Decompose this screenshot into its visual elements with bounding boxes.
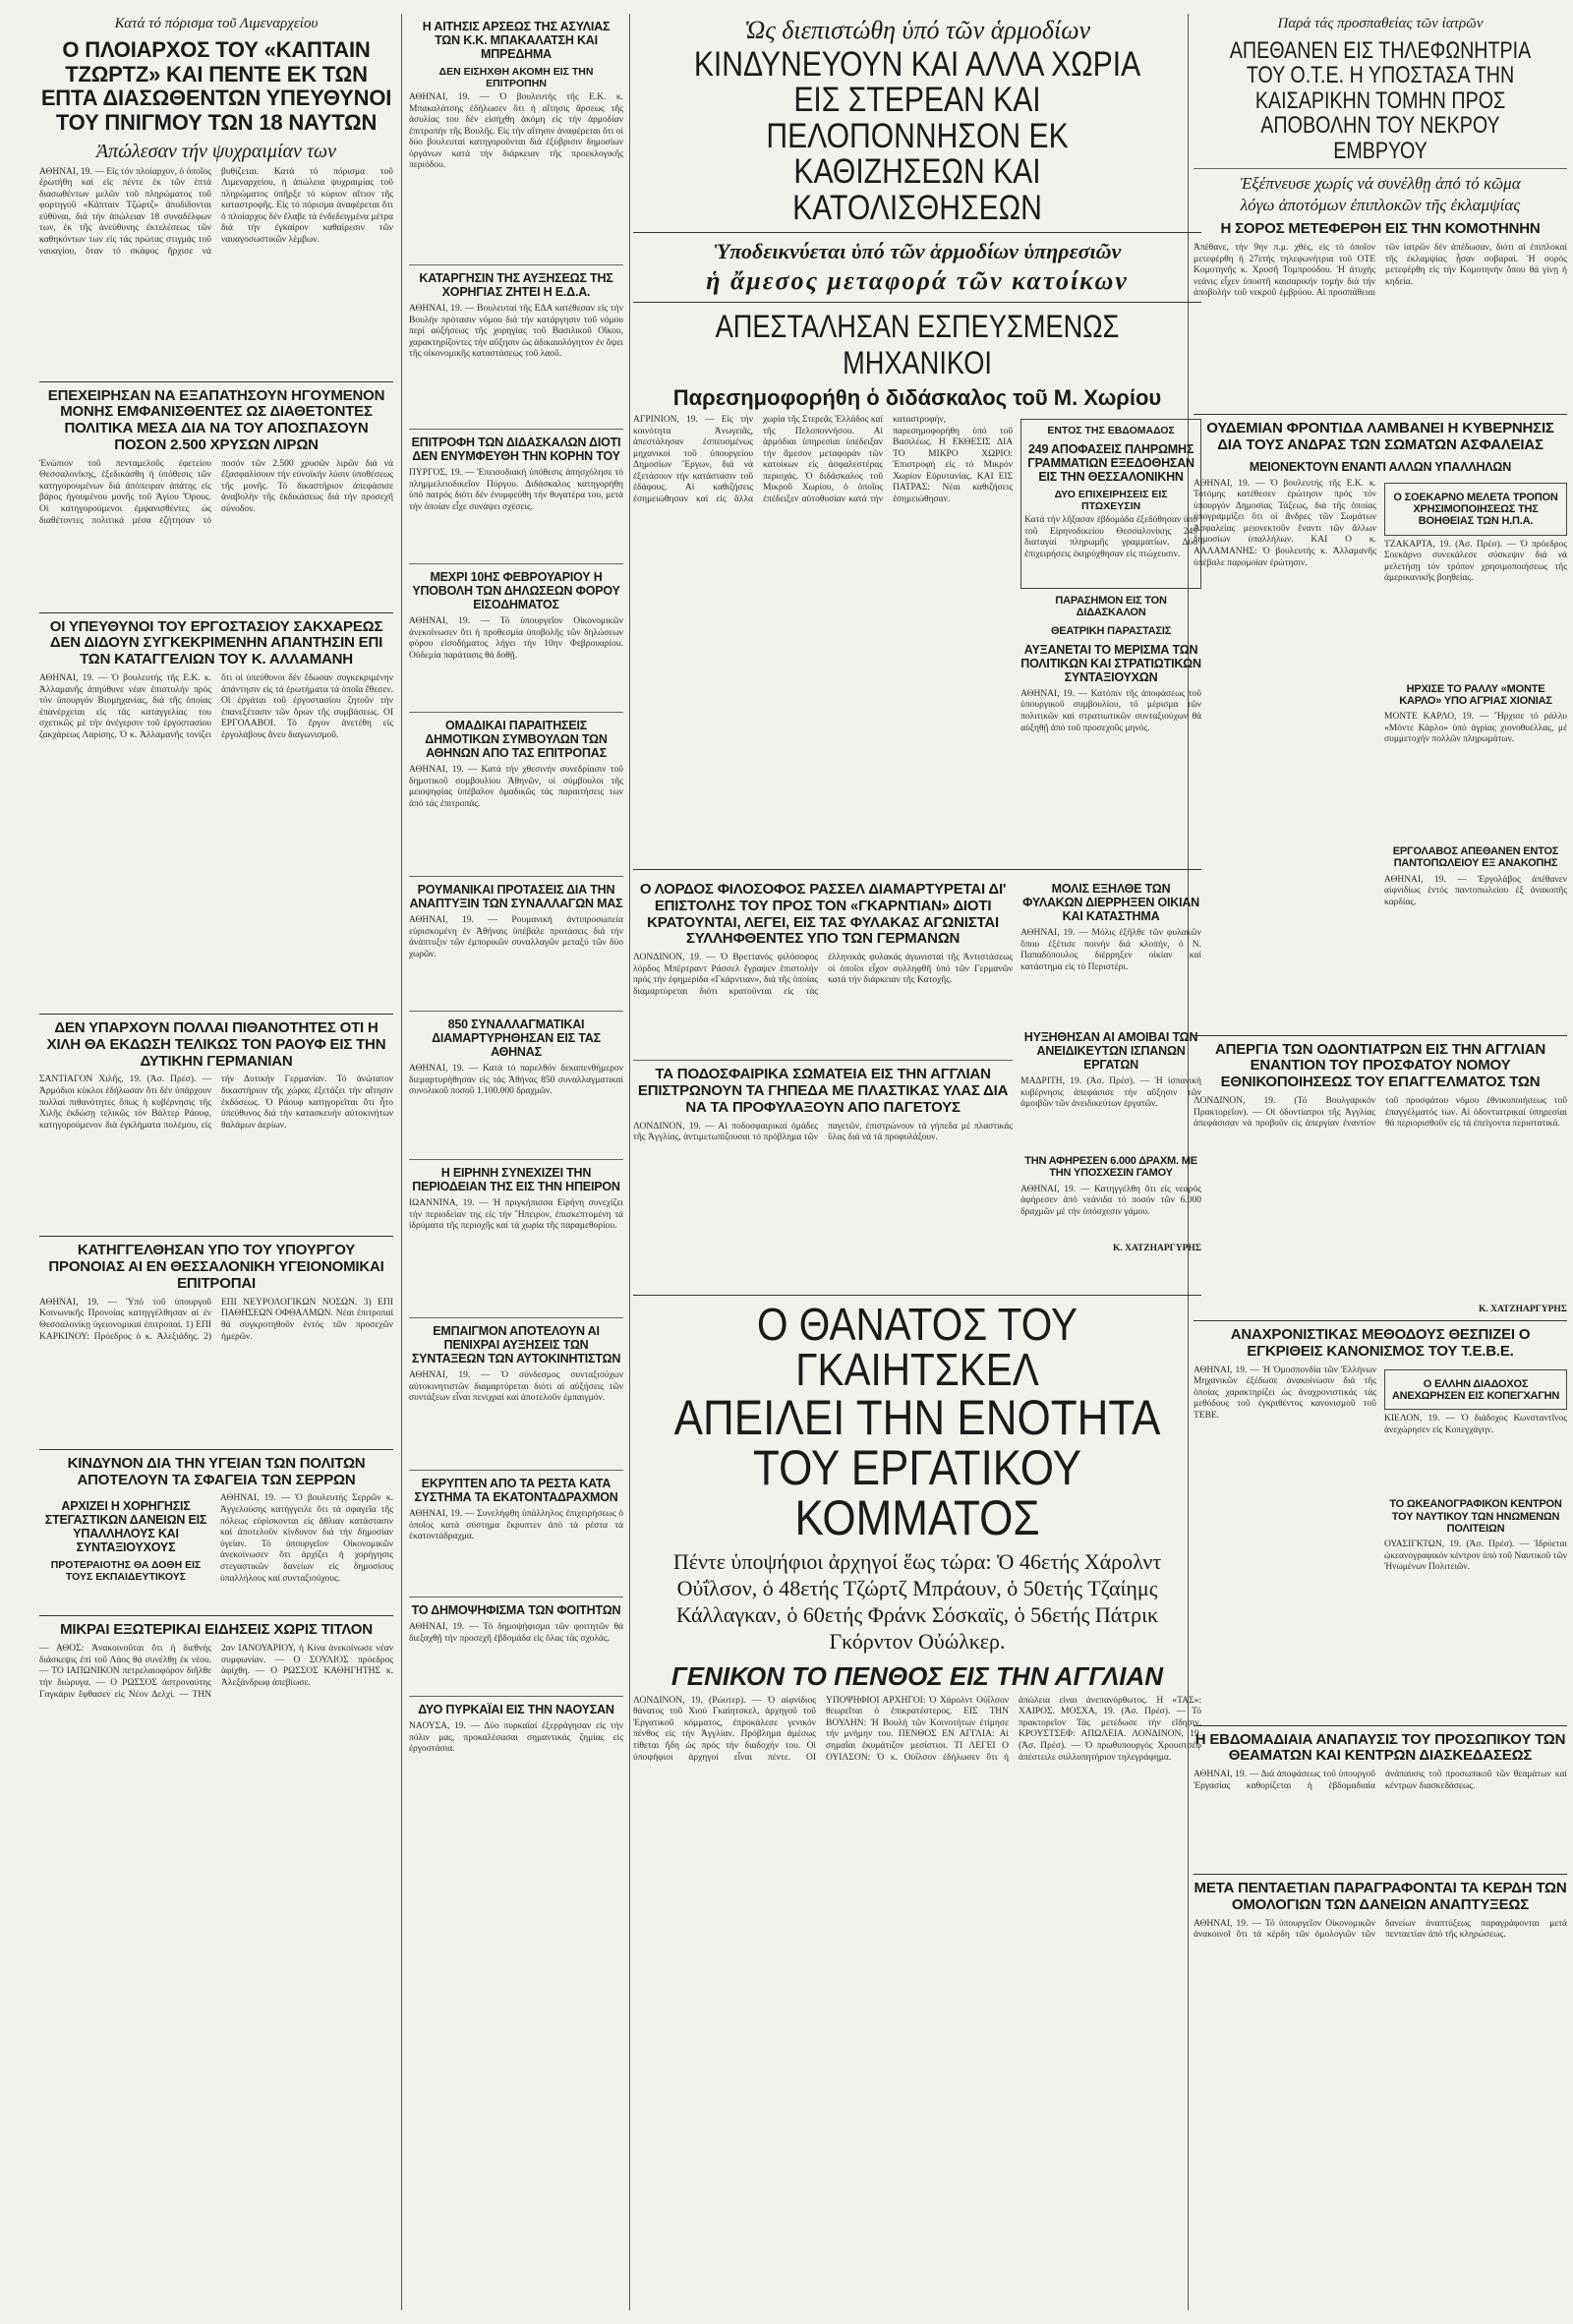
- article-body: ΝΑΟΥΣΑ, 19. — Δύο πυρκαϊαί ἐξερράγησαν εἰς τήν πόλιν μας, προκαλέσασαι σημαντικάς ζημίας εἰς ἐργοστάσια.: [409, 1721, 623, 1755]
- column-2: [409, 14, 623, 2310]
- article-body: ΑΘΗΝΑΙ, 19. — Κατόπιν τῆς ἀποφάσεως τοῦ ὑπουργικοῦ συμβουλίου, τό μέρισμα τῶν πολιτικῶν καί στρατιωτικῶν συνταξιούχων θά αὐξηθῇ ἀπό τοῦ προσεχοῦς μηνός.: [1020, 688, 1201, 733]
- divider: [633, 1060, 1013, 1061]
- article-body: ΙΩΑΝΝΙΝΑ, 19. — Ἡ πριγκήπισσα Εἰρήνη συνεχίζει τήν περιοδείαν της εἰς τήν Ἤπειρον, ἐπισκεπτομένη τά ἱδρύματα τῆς περιοχῆς καί τά χωρία τῆς παραμεθορίου.: [409, 1198, 623, 1232]
- divider: [409, 1696, 623, 1697]
- divider: [633, 869, 1201, 870]
- article-body: ΟΥΑΣΙΓΚΤΩΝ, 19. (Ἀσ. Πρέσ). — Ἱδρύεται ὠκεανογραφικόν κέντρον ὑπό τοῦ Ναυτικοῦ τῶν Ἡνωμένων Πολιτειῶν.: [1384, 1540, 1567, 1573]
- headline-russell-letter: Ο ΛΟΡΔΟΣ ΦΙΛΟΣΟΦΟΣ ΡΑΣΣΕΛ ΔΙΑΜΑΡΤΥΡΕΤΑΙ ΔΙ' ΕΠΙΣΤΟΛΗΣ ΤΟΥ ΠΡΟΣ ΤΟΝ «ΓΚΑΡΝΤΙΑΝ» ΔΙΟΤΙ ΚΡΑΤΟΥΝΤΑΙ, ΛΕΓΕΙ, ΕΙΣ ΤΑΣ ΦΥΛΑΚΑΣ ΑΓΩΝΙΣΤΑΙ ΣΥΛΛΗΦΘΕΝΤΕΣ ΥΠΟ ΤΩΝ ΓΕΡΜΑΝΩΝ: [639, 880, 1007, 948]
- headline-dentist-strike: ΑΠΕΡΓΙΑ ΤΩΝ ΟΔΟΝΤΙΑΤΡΩΝ ΕΙΣ ΤΗΝ ΑΓΓΛΙΑΝ ΕΝΑΝΤΙΟΝ ΤΟΥ ΠΡΟΣΦΑΤΟΥ ΝΟΜΟΥ ΕΘΝΙΚΟΠΟΙΗΣΕΩΣ ΤΟΥ ΕΠΑΓΓΕΛΜΑΤΟΣ ΤΩΝ: [1214, 1040, 1546, 1091]
- divider: [409, 876, 623, 877]
- divider: [1194, 1874, 1567, 1875]
- column-4: [1194, 14, 1567, 2310]
- byline: Κ. ΧΑΤΖΗΑΡΓΥΡΗΣ: [1479, 1304, 1567, 1314]
- article-body: ΑΘΗΝΑΙ, 19. — Ὑπό τοῦ ὑπουργοῦ Κοινωνικῆς Προνοίας κατηγγέλθησαν αἱ ἐν Θεσσαλονίκῃ ὑγειονομικαί ἐπιτροπαί. 1) ΕΠΙ ΚΑΡΚΙΝΟΥ: Πρόεδρος ὁ κ. Ἀλεξιάδης. 2) ΕΠΙ ΝΕΥΡΟΛΟΓΙΚΩΝ ΝΟΣΩΝ. 3) ΕΠΙ ΠΑΘΗΣΕΩΝ ΟΦΘΑΛΜΩΝ. Νέαι ἐπιτροπαί θά συγκροτηθοῦν ἐντός τῶν προσεχῶν ἡμερῶν.: [39, 1297, 393, 1342]
- headline-telephonist: ΑΠΕΘΑΝΕΝ ΕΙΣ ΤΗΛΕΦΩΝΗΤΡΙΑ ΤΟΥ Ο.Τ.Ε. Η ΥΠΟΣΤΑΣΑ ΤΗΝ ΚΑΙΣΑΡΙΚΗΝ ΤΟΜΗΝ ΠΡΟΣ ΑΠΟΒΟΛΗΝ ΤΟΥ ΝΕΚΡΟΥ ΕΜΒΡΥΟΥ: [1229, 37, 1532, 164]
- divider: [1194, 1320, 1567, 1321]
- headline-crown-prince: Ο ΕΛΛΗΝ ΔΙΑΔΟΧΟΣ ΑΝΕΧΩΡΗΣΕΝ ΕΙΣ ΚΟΠΕΓΧΑΓΗΝ: [1391, 1377, 1560, 1402]
- headline-rauff-extradition: ΔΕΝ ΥΠΑΡΧΟΥΝ ΠΟΛΛΑΙ ΠΙΘΑΝΟΤΗΤΕΣ ΟΤΙ Η ΧΙΛΗ ΘΑ ΕΚΔΩΣΗ ΤΕΛΙΚΩΣ ΤΟΝ ΡΑΟΥΦ ΕΙΣ ΤΗΝ ΔΥΤΙΚΗΝ ΓΕΡΜΑΝΙΑΝ: [46, 1019, 386, 1070]
- article-body: Ἀπέθανε, τήν 9ην π.μ. χθές, εἰς τό ὁποῖον μετεφέρθη ἡ 27ετής τηλεφωνήτρια τοῦ ΟΤΕ Κομοτηνῆς κ. Χρυσῆ Τομπρούδου. Ἡ ἀτυχής νεάνις εἶχεν ὑποστῆ καισαρικήν τομήν διά τήν ἀποβολήν τοῦ νεκροῦ ἐμβρύου. Αἱ προσπάθειαι τῶν ἰατρῶν δέν ἀπέδωσαν, διότι αἱ ἐπιπλοκαί τῆς ἐκλαμψίας ἦσαν σοβαραί. Ἡ σορός μετεφέρθη εἰς τήν Κομοτηνήν ὅπου θά γίνῃ ἡ κηδεία.: [1194, 242, 1567, 299]
- headline-subhead: ΠΡΟΤΕΡΑΙΟΤΗΣ ΘΑ ΔΟΘΗ ΕΙΣ ΤΟΥΣ ΕΚΠΑΙΔΕΥΤΙΚΟΥΣ: [50, 1559, 202, 1584]
- headline-burglary: ΜΟΛΙΣ ΕΞΗΛΘΕ ΤΩΝ ΦΥΛΑΚΩΝ ΔΙΕΡΡΗΞΕΝ ΟΙΚΙΑΝ ΚΑΙ ΚΑΤΑΣΤΗΜΑ: [1022, 881, 1200, 923]
- article-body: ΑΘΗΝΑΙ, 19. — Βουλευταί τῆς ΕΔΑ κατέθεσαν εἰς τήν Βουλήν πρότασιν νόμου διά τήν κατάργησιν τοῦ νόμου περί αὐξήσεως τῆς χορηγίας τοῦ Βασιλικοῦ Οἴκου, χαρακτηρίζοντες τήν αὔξησιν ὡς ἀδικαιολόγητον ἐν ὄψει τῆς οἰκονομικῆς καταστάσεως τοῦ λαοῦ.: [409, 304, 623, 360]
- article-body: ΑΘΗΝΑΙ, 19. — Μόλις ἐξῆλθε τῶν φυλακῶν ὅπου ἐξέτισε ποινήν διά κλοπήν, ὁ Ν. Παπαδόπουλος διέρρηξεν οἰκίαν καί κατάστημα εἰς τό Περιστέρι.: [1020, 927, 1201, 972]
- headline-monte-carlo: ΗΡΧΙΣΕ ΤΟ ΡΑΛΛΥ «ΜΟΝΤΕ ΚΑΡΛΟ» ΥΠΟ ΑΓΡΙΑΣ ΧΙΟΝΙΑΣ: [1399, 682, 1552, 707]
- article-body: ΑΘΗΝΑΙ, 19. — Ὁ βουλευτής τῆς Ε.Κ. κ. Τοτόμης κατέθεσεν ἐρώτησιν πρός τόν ὑπουργόν Δημοσίας Τάξεως, διά τῆς ὁποίας ὑπογραμμίζει ὅτι οἱ ἄνδρες τῶν Σωμάτων Ἀσφαλείας μειονεκτοῦν ἔναντι τῶν ἄλλων δημοσίων ὑπαλλήλων. ΚΑΙ Ο κ. ΑΛΛΑΜΑΝΗΣ: Ὁ βουλευτής κ. Ἀλλαμανῆς ὑπέβαλε παρομοίαν ἐρώτησιν.: [1194, 478, 1376, 568]
- banner-headline: ΚΙΝΔΥΝΕΥΟΥΝ ΚΑΙ ΑΛΛΑ ΧΩΡΙΑ ΕΙΣ ΣΤΕΡΕΑΝ ΚΑΙ ΠΕΛΟΠΟΝΝΗΣΟΝ ΕΚ ΚΑΘΙΖΗΣΕΩΝ ΚΑΙ ΚΑΤΟΛΙΣΘΗΣΕΩΝ: [693, 45, 1141, 227]
- divider: [409, 1597, 623, 1598]
- headline-pension-raise: ΑΥΞΑΝΕΤΑΙ ΤΟ ΜΕΡΙΣΜΑ ΤΩΝ ΠΟΛΙΤΙΚΩΝ ΚΑΙ ΣΤΡΑΤΙΩΤΙΚΩΝ ΣΥΝΤΑΞΙΟΥΧΩΝ: [1020, 642, 1201, 684]
- headline-protested-bills: 850 ΣΥΝΑΛΛΑΓΜΑΤΙΚΑΙ ΔΙΑΜΑΡΤΥΡΗΘΗΣΑΝ ΕΙΣ ΤΑΣ ΑΘΗΝΑΣ: [432, 1017, 601, 1059]
- headline-deck: Ἀπώλεσαν τήν ψυχραιμίαν των: [95, 140, 337, 162]
- subhead-teacher-decorated: Παρεσημοφορήθη ὁ διδάσκαλος τοῦ Μ. Χωρίου: [672, 384, 1162, 410]
- article-body: ΚΙΕΛΟΝ, 19. — Ὁ διάδοχος Κωνσταντῖνος ἀνεχώρησεν εἰς Κοπεγχάγην.: [1384, 1414, 1567, 1435]
- boxed-article: [1384, 483, 1567, 536]
- headline-subhead: ΔΕΝ ΕΙΣΗΧΘΗ ΑΚΟΜΗ ΕΙΣ ΤΗΝ ΕΠΙΤΡΟΠΗΝ: [438, 66, 594, 89]
- article-body: ΜΑΔΡΙΤΗ, 19. (Ἀσ. Πρέσ). — Ἡ ἰσπανική κυβέρνησις ἀπεφάσισε τήν αὔξησιν τῶν ἀμοιβῶν τῶν ἀνειδικεύτων ἐργατῶν.: [1020, 1075, 1201, 1110]
- article-body: ΑΘΗΝΑΙ, 19. — Ἐργολάβος ἀπέθανεν αἰφνιδίως ἐντός παντοπωλείου ἐξ ἀνακοπῆς καρδίας.: [1384, 874, 1567, 907]
- headline-oceanographic: ΤΟ ΩΚΕΑΝΟΓΡΑΦΙΚΟΝ ΚΕΝΤΡΟΝ ΤΟΥ ΝΑΥΤΙΚΟΥ ΤΩΝ ΗΝΩΜΕΝΩΝ ΠΟΛΙΤΕΙΩΝ: [1389, 1498, 1562, 1535]
- divider: [633, 232, 1201, 233]
- article-body: ΑΘΗΝΑΙ, 19. — Συνελήφθη ὑπάλληλος ἐπιχειρήσεως ὁ ὁποῖος κατά σύστημα ἔκρυπτεν ἀπό τά ρέστα τά ἑκατοντάδραχμα.: [409, 1509, 623, 1542]
- lead-headline-line-3: ΤΟΥ ΕΡΓΑΤΙΚΟΥ ΚΟΜΜΑΤΟΣ: [753, 1440, 1081, 1546]
- boxed-article: [1384, 1369, 1567, 1411]
- byline: Κ. ΧΑΤΖΗΑΡΓΥΡΗΣ: [1113, 1243, 1201, 1253]
- article-body: ΜΟΝΤΕ ΚΑΡΛΟ, 19. — Ἤρχισε τό ράλλυ «Μόντε Κάρλο» ὑπό ἀγρίας χιονοθυέλλας, μέ συμμετοχήν πολλῶν πληρωμάτων.: [1384, 712, 1567, 745]
- headline-immunity: Η ΑΙΤΗΣΙΣ ΑΡΣΕΩΣ ΤΗΣ ΑΣΥΛΙΑΣ ΤΩΝ Κ.Κ. ΜΠΑΚΑΛΑΤΣΗ ΚΑΙ ΜΠΡΕΔΗΜΑ: [422, 20, 611, 61]
- headline-subhead: ΜΕΙΟΝΕΚΤΟΥΝ ΕΝΑΝΤΙ ΑΛΛΩΝ ΥΠΑΛΛΗΛΩΝ: [1249, 459, 1512, 474]
- headline-monastery-fraud: ΕΠΕΧΕΙΡΗΣΑΝ ΝΑ ΕΞΑΠΑΤΗΣΟΥΝ ΗΓΟΥΜΕΝΟΝ ΜΟΝΗΣ ΕΜΦΑΝΙΣΘΕΝΤΕΣ ΩΣ ΔΙΑΘΕΤΟΝΤΕΣ ΠΟΛΙΤΙΚΑ ΜΕΣΑ ΔΙΑ ΝΑ ΤΟΥ ΑΠΟΣΠΑΣΟΥΝ ΠΟΣΟΝ 2.500 ΧΡΥΣΩΝ ΛΙΡΩΝ: [47, 386, 385, 453]
- headline-romanian-proposals: ΡΟΥΜΑΝΙΚΑΙ ΠΡΟΤΑΣΕΙΣ ΔΙΑ ΤΗΝ ΑΝΑΠΤΥΞΙΝ ΤΩΝ ΣΥΝΑΛΛΑΓΩΝ ΜΑΣ: [409, 883, 623, 910]
- article-body: ΛΟΝΔΙΝΟΝ, 19. — Ὁ Βρεττανός φιλόσοφος λόρδος Μπέρτραντ Ράσσελ ἔγραψεν ἐπιστολήν πρός τήν ἐφημερίδα «Γκάρντιαν», διά τῆς ὁποίας διαμαρτύρεται διότι κρατοῦνται εἰς τάς ἑλληνικάς φυλακάς ἀγωνισταί τῆς Ἀντιστάσεως οἱ ὁποῖοι εἶχον συλληφθῆ ὑπό τῶν Γερμανῶν κατά τήν διάρκειαν τῆς Κατοχῆς.: [633, 953, 1014, 997]
- lead-headline-line-1: Ο ΘΑΝΑΤΟΣ ΤΟΥ ΓΚΑΙΗΤΣΚΕΛ: [757, 1298, 1078, 1396]
- article-body: Κατά τήν λῆξασαν ἑβδομάδα ἐξεδόθησαν ὑπό τοῦ Εἰρηνοδικείου Θεσσαλονίκης 249 διαταγαί πληρωμῆς γραμματίων. Δύο ἐπιχειρήσεις ἐκηρύχθησαν εἰς πτώχευσιν.: [1024, 514, 1197, 559]
- boxed-article: [1020, 419, 1201, 589]
- column-rule: [629, 14, 630, 2310]
- headline-captain-george: Ο ΠΛΟΙΑΡΧΟΣ ΤΟΥ «ΚΑΠΤΑΙΝ ΤΖΩΡΤΖ» ΚΑΙ ΠΕΝΤΕ ΕΚ ΤΩΝ ΕΠΤΑ ΔΙΑΣΩΘΕΝΤΩΝ ΥΠΕΥΘΥΝΟΙ ΤΟΥ ΠΝΙΓΜΟΥ ΤΩΝ 18 ΝΑΥΤΩΝ: [40, 37, 392, 135]
- headline-council-resignations: ΟΜΑΔΙΚΑΙ ΠΑΡΑΙΤΗΣΕΙΣ ΔΗΜΟΤΙΚΩΝ ΣΥΜΒΟΥΛΩΝ ΤΩΝ ΑΘΗΝΩΝ ΑΠΟ ΤΑΣ ΕΠΙΤΡΟΠΑΣ: [425, 719, 608, 760]
- article-body: — ΑΘΟΣ: Ἀνακοινοῦται ὅτι ἡ διεθνής διάσκεψις ἐπί τοῦ Λάος θά συνέλθῃ ἐκ νέου. — ΤΟ ΙΑΠΩΝΙΚΟΝ πετρελαιοφόρον διῆλθε τήν διώρυγα. — Ο ΡΩΣΣΟΣ ἀστροναύτης Γαγκάριν ἔφθασεν εἰς Νέον Δελχί. — ΤΗΝ 2αν ΙΑΝΟΥΑΡΙΟΥ, ἡ Κίνα ἀνεκοίνωσε νέαν συμφωνίαν. — Ο ΣΟΥΛΙΟΣ πρόεδρος ἀφίχθη. — Ο ΡΩΣΣΟΣ ΚΑΘΗΓΗΤΗΣ κ. Ἀλεξάνδρωφ ἀπεβίωσε.: [39, 1644, 393, 1700]
- divider: [39, 1615, 393, 1616]
- divider: [39, 381, 393, 382]
- headline-income-tax: ΜΕΧΡΙ 10ΗΣ ΦΕΒΡΟΥΑΡΙΟΥ Η ΥΠΟΒΟΛΗ ΤΩΝ ΔΗΛΩΣΕΩΝ ΦΟΡΟΥ ΕΙΣΟΔΗΜΑΤΟΣ: [412, 570, 620, 611]
- article-body: ΑΘΗΝΑΙ, 19. — Κατηγγέλθη ὅτι εἶς νεαρός ἀφήρεσεν ἀπό νεάνιδα τό ποσόν τῶν 6.000 δραχμῶν μέ τήν ὑπόσχεσιν γάμου.: [1020, 1184, 1201, 1217]
- headline-deck: λόγω ἀποτόμων ἐπιπλοκῶν τῆς ἐκλαμψίας: [1240, 196, 1521, 215]
- divider: [409, 563, 623, 564]
- column-3: [633, 14, 1201, 2310]
- divider: [633, 1295, 1201, 1296]
- headline-naoussa-fires: ΔΥΟ ΠΥΡΚΑΪΑΙ ΕΙΣ ΤΗΝ ΝΑΟΥΣΑΝ: [418, 1703, 614, 1716]
- article-body: ΑΘΗΝΑΙ, 19. — Ὁ βουλευτής Σερρῶν κ. Ἀγγελούσης κατήγγειλε ὅτι τά σφαγεῖα τῆς πόλεως εὑρίσκονται εἰς ἄθλιαν κατάστασιν καί ἀποτελοῦν κίνδυνον διά τήν δημοσίαν ὑγείαν. Τό ὑπουργεῖον Οἰκονομικῶν ἀνεκοίνωσεν ὅτι ἀρχίζει ἡ χορήγησις στεγαστικῶν δανείων εἰς δημοσίους ὑπαλλήλους καί συνταξιούχους.: [220, 1493, 393, 1584]
- banner-subhead: ἡ ἄμεσος μεταφορά τῶν κατοίκων: [706, 265, 1129, 295]
- divider: [1194, 168, 1567, 169]
- lead-deck: Πέντε ὑποψήφιοι ἀρχηγοί ἕως τώρα: Ὁ 46ετής Χάρολντ Οὐΐλσον, ὁ 48ετής Τζώρτζ Μπράουν, ὁ 50ετής Τζαίημς Κάλλαγκαν, ὁ 60ετής Φράνκ Σόσκαϊς, ὁ 56ετής Πάτρικ Γκόρντον Οὐώλκερ.: [672, 1549, 1162, 1654]
- headline-contractor-died: ΕΡΓΟΛΑΒΟΣ ΑΠΕΘΑΝΕΝ ΕΝΤΟΣ ΠΑΝΤΟΠΩΛΕΙΟΥ ΕΞ ΑΝΑΚΟΠΗΣ: [1392, 845, 1559, 870]
- divider: [409, 1317, 623, 1318]
- headline-sugar-factory: ΟΙ ΥΠΕΥΘΥΝΟΙ ΤΟΥ ΕΡΓΟΣΤΑΣΙΟΥ ΣΑΚΧΑΡΕΩΣ ΔΕΝ ΔΙΔΟΥΝ ΣΥΓΚΕΚΡΙΜΕΝΗΝ ΑΠΑΝΤΗΣΙΝ ΕΠΙ ΤΩΝ ΚΑΤΑΓΓΕΛΙΩΝ ΤΟΥ Κ. ΑΛΛΑΜΑΝΗ: [49, 617, 383, 668]
- headline-weekly-rest: Η ΕΒΔΟΜΑΔΙΑΙΑ ΑΝΑΠΑΥΣΙΣ ΤΟΥ ΠΡΟΣΩΠΙΚΟΥ ΤΩΝ ΘΕΑΜΑΤΩΝ ΚΑΙ ΚΕΝΤΡΩΝ ΔΙΑΣΚΕΔΑΣΕΩΣ: [1194, 1730, 1566, 1765]
- divider: [1194, 1035, 1567, 1036]
- divider: [409, 1011, 623, 1012]
- banner-subhead: Ὑποδεικνύεται ὑπό τῶν ἁρμοδίων ὑπηρεσιῶν: [713, 238, 1122, 263]
- column-1: [39, 14, 393, 2310]
- article-body: ΑΘΗΝΑΙ, 19. — Κατά τό παρελθόν δεκαπενθήμερον διεμαρτυρήθησαν εἰς τάς Ἀθήνας 850 συναλλαγματικαί συνολικοῦ ποσοῦ 1.100.000 δραχμῶν.: [409, 1064, 623, 1097]
- article-body: ΣΑΝΤΙΑΓΟΝ Χιλῆς, 19. (Ἀσ. Πρέσ). — Ἀρμόδιοι κύκλοι ἐδήλωσαν ὅτι δέν ὑπάρχουν πολλαί πιθανότητες ὅπως ἡ κυβέρνησις τῆς Χιλῆς ἐκδώσῃ τελικῶς τόν Βάλτερ Ράουφ, κατηγορούμενον διά ἐγκλήματα πολέμου, εἰς τήν Δυτικήν Γερμανίαν. Τό ἀνώτατον δικαστήριον τῆς χώρας ἐξετάζει τήν αἴτησιν ἐκδόσεως. Ὁ Ράουφ κατηγορεῖται ὅτι ἦτο ὑπεύθυνος διά τήν κατασκευήν αὐτοκινήτων θαλάμων ἀερίων.: [39, 1075, 393, 1131]
- headline-payment-orders: 249 ΑΠΟΦΑΣΕΙΣ ΠΛΗΡΩΜΗΣ ΓΡΑΜΜΑΤΙΩΝ ΕΞΕΔΟΘΗΣΑΝ ΕΙΣ ΤΗΝ ΘΕΣΣΑΛΟΝΙΚΗΝ: [1027, 441, 1194, 484]
- headline-student-referendum: ΤΟ ΔΗΜΟΨΗΦΙΣΜΑ ΤΩΝ ΦΟΙΤΗΤΩΝ: [411, 1603, 621, 1617]
- divider: [409, 429, 623, 430]
- headline-bond-prizes: ΜΕΤΑ ΠΕΝΤΑΕΤΙΑΝ ΠΑΡΑΓΡΑΦΟΝΤΑΙ ΤΑ ΚΕΡΔΗ ΤΩΝ ΟΜΟΛΟΓΙΩΝ ΤΩΝ ΔΑΝΕΙΩΝ ΑΝΑΠΤΥΞΕΩΣ: [1194, 1880, 1567, 1913]
- article-body: ΑΘΗΝΑΙ, 19. — Ἡ Ὁμοσπονδία τῶν Ἑλλήνων Μηχανικῶν ἐξέδωσε ἀνακοίνωσιν διά τῆς ὁποίας χαρακτηρίζει ὡς ἀναχρονιστικάς τάς μεθόδους τοῦ ἐγκριθέντος κανονισμοῦ τοῦ ΤΕΒΕ.: [1194, 1365, 1376, 1421]
- article-body: Ἐνώπιον τοῦ πενταμελοῦς ἐφετείου Θεσσαλονίκης, ἐξεδικάσθη ἡ ὑπόθεσις τῶν κατηγορουμένων διά ἀπόπειραν ἀπάτης εἰς βάρος ἡγουμένου μονῆς τοῦ Ἁγίου Ὄρους. Οἱ κατηγορούμενοι ἐμφανισθέντες ὡς διαθέτοντες πολιτικά μέσα ἐζήτησαν τό ποσόν τῶν 2.500 χρυσῶν λιρῶν διά νά ἐξασφαλίσουν τήν εὐνοϊκήν λύσιν ὑποθέσεως τῆς μονῆς. Τό δικαστήριον ἀπεφάσισε ἀναβολήν τῆς ἐκδικάσεως διά τήν προσεχῆ σύνοδον.: [39, 458, 393, 526]
- headline-marriage-promise: ΤΗΝ ΑΦΗΡΕΣΕΝ 6.000 ΔΡΑΧΜ. ΜΕ ΤΗΝ ΥΠΟΣΧΕΣΙΝ ΓΑΜΟΥ: [1024, 1154, 1197, 1180]
- article-body: ΑΘΗΝΑΙ, 19. — Κατά τήν χθεσινήν συνεδρίασιν τοῦ δημοτικοῦ συμβουλίου Ἀθηνῶν, οἱ σύμβουλοι τῆς μειοψηφίας ὑπέβαλον ὁμαδικῶς τάς παραιτήσεις των ἀπό τάς ἐπιτροπάς.: [409, 765, 623, 809]
- headline-teachers: ΕΠΙΤΡΟΦΗ ΤΩΝ ΔΙΔΑΣΚΑΛΩΝ ΔΙΟΤΙ ΔΕΝ ΕΝΥΜΦΕΥΘΗ ΤΗΝ ΚΟΡΗΝ ΤΟΥ: [411, 436, 621, 463]
- headline-spanish-wages: ΗΥΞΗΘΗΣΑΝ ΑΙ ΑΜΟΙΒΑΙ ΤΩΝ ΑΝΕΙΔΙΚΕΥΤΩΝ ΙΣΠΑΝΩΝ ΕΡΓΑΤΩΝ: [1023, 1029, 1198, 1072]
- headline-medal: ΠΑΡΑΣΗΜΟΝ ΕΙΣ ΤΟΝ ΔΙΔΑΣΚΑΛΟΝ: [1055, 594, 1167, 619]
- divider: [39, 1449, 393, 1450]
- lead-subhead: ΓΕΝΙΚΟΝ ΤΟ ΠΕΝΘΟΣ ΕΙΣ ΤΗΝ ΑΓΓΛΙΑΝ: [670, 1660, 1164, 1691]
- headline-hidden-change: ΕΚΡΥΠΤΕΝ ΑΠΟ ΤΑ ΡΕΣΤΑ ΚΑΤΑ ΣΥΣΤΗΜΑ ΤΑ ΕΚΑΤΟΝΤΑΔΡΑΧΜΟΝ: [414, 1477, 618, 1504]
- article-body: ΑΓΡΙΝΙΟΝ, 19. — Εἰς τήν κοινότητα Ἀνωγειᾶς, ἀπεστάλησαν ἐσπευσμένως μηχανικοί τοῦ ὑπουργείου Δημοσίων Ἔργων, διά νά ἐξετάσουν τήν κατάστασιν τοῦ ἐδάφους. Αἱ καθιζήσεις ἐσημειώθησαν καί εἰς ἄλλα χωρία τῆς Στερεᾶς Ἑλλάδος καί τῆς Πελοποννήσου. Αἱ ἁρμόδιαι ὑπηρεσίαι ὑπέδειξαν τήν ἄμεσον μεταφοράν τῶν κατοίκων εἰς ἀσφαλεστέρας περιοχάς. Ὁ διδάσκαλος τοῦ Μικροῦ Χωρίου, ὁ ὁποῖος ἐπέδειξεν αὐτοθυσίαν κατά τήν καταστροφήν, παρεσημοφορήθη ὑπό τοῦ Βασιλέως. Η ΕΚΘΕΣΙΣ ΔΙΑ ΤΟ ΜΙΚΡΟ ΧΩΡΙΟ: Ἐπιστροφή εἰς τό Μικρόν Χωρίον Εὐρυτανίας. ΚΑΙ ΕΙΣ ΠΑΤΡΑΣ: Νέαι καθιζήσεις ἐσημειώθησαν.: [633, 414, 1014, 504]
- article-body: ΑΘΗΝΑΙ, 19. — Τό ὑπουργεῖον Οἰκονομικῶν ἀνακοινοῖ ὅτι τά κέρδη τῶν ὁμολογιῶν τῶν δανείων ἀναπτύξεως παραγράφονται μετά πενταετίαν ἀπό τῆς κληρώσεως.: [1194, 1918, 1567, 1941]
- article-body: ΑΘΗΝΑΙ, 19. — Τό ὑπουργεῖον Οἰκονομικῶν ἀνεκοίνωσεν ὅτι ἡ προθεσμία ὑποβολῆς τῶν δηλώσεων φόρου εἰσοδήματος λήγει τήν 10ην Φεβρουαρίου. Οὐδεμία παράτασις θά δοθῇ.: [409, 616, 623, 661]
- headline-eda-allowance: ΚΑΤΑΡΓΗΣΙΝ ΤΗΣ ΑΥΞΗΣΕΩΣ ΤΗΣ ΧΟΡΗΓΙΑΣ ΖΗΤΕΙ Η Ε.Δ.Α.: [419, 271, 613, 299]
- article-body: ΛΟΝΔΙΝΟΝ, 19. — Αἱ ποδοσφαιρικαί ὁμάδες τῆς Ἀγγλίας, ἀντιμετωπίζουσαι τό πρόβλημα τῶν παγετῶν, ἐπιστρώνουν τά γήπεδα μέ πλαστικάς ὕλας διά νά τά προφυλάξουν.: [633, 1121, 1014, 1143]
- lead-headline-line-2: ΑΠΕΙΛΕΙ ΤΗΝ ΕΝΟΤΗΤΑ: [673, 1390, 1161, 1446]
- divider: [1194, 1725, 1567, 1726]
- headline-theatre: ΘΕΑΤΡΙΚΗ ΠΑΡΑΣΤΑΣΙΣ: [1050, 624, 1172, 637]
- article-body: ΛΟΝΔΙΝΟΝ, 19. (Τό Βουλγαρικόν Πρακτορεῖον). — Οἱ ὀδοντίατροι τῆς Ἀγγλίας ἀπεφάσισαν νά προβοῦν εἰς ἀπεργίαν ἐναντίον τοῦ προσφάτου νόμου ἐθνικοποιήσεως τοῦ ἐπαγγέλματός των. Αἱ ὀδοντιατρικαί ὑπηρεσίαι θά περιορισθοῦν εἰς τά ἐπείγοντα περιστατικά.: [1194, 1095, 1567, 1130]
- headline-foreign-briefs: ΜΙΚΡΑΙ ΕΞΩΤΕΡΙΚΑΙ ΕΙΔΗΣΕΙΣ ΧΩΡΙΣ ΤΙΤΛΟΝ: [60, 1621, 373, 1639]
- headline-housing-loans: ΑΡΧΙΖΕΙ Η ΧΟΡΗΓΗΣΙΣ ΣΤΕΓΑΣΤΙΚΩΝ ΔΑΝΕΙΩΝ ΕΙΣ ΥΠΑΛΛΗΛΟΥΣ ΚΑΙ ΣΥΝΤΑΞΙΟΥΧΟΥΣ: [44, 1499, 207, 1555]
- headline-subhead: ΔΥΟ ΕΠΙΧΕΙΡΗΣΕΙΣ ΕΙΣ ΠΤΩΧΕΥΣΙΝ: [1054, 488, 1168, 512]
- box-kicker: ΕΝΤΟΣ ΤΗΣ ΕΒΔΟΜΑΔΟΣ: [1047, 424, 1175, 436]
- article-body: ΑΘΗΝΑΙ, 19. — Ὁ βουλευτής τῆς Ε.Κ. κ. Ἀλλαμανῆς ἀπηύθυνε νέαν ἐπιστολήν πρός τόν ὑπουργόν Βιομηχανίας, διά τῆς ὁποίας ἐπανέρχεται εἰς τάς καταγγελίας του σχετικῶς μέ τήν ἀνέγερσιν τοῦ ἐργοστασίου ζακχάρεως Λαρίσης. Ὁ κ. Ἀλλαμανῆς τονίζει ὅτι οἱ ὑπεύθυνοι δέν ἔδωσαν συγκεκριμένην ἀπάντησιν εἰς τά ἐρωτήματα τά ὁποῖα ἔθεσεν. Οἱ ἐργάται τοῦ ἐργοστασίου ζητοῦν τήν ἐπανεξέτασιν τῶν ὅρων τῆς συμβάσεως. ΟΙ ΕΡΓΟΛΑΒΟΙ. Τό ἔργον ἀνετέθη εἰς ἐργολάβους ἄνευ διαγωνισμοῦ.: [39, 673, 393, 740]
- article-body: ΑΘΗΝΑΙ, 19. — Ὁ βουλευτής τῆς Ε.Κ. κ. Μπακαλάτσης ἐδήλωσεν ὅτι ἡ αἴτησις ἄρσεως τῆς ἀσυλίας του δέν εἰσήχθη ἀκόμη εἰς τήν ἀρμοδίαν ἐπιτροπήν τῆς Βουλῆς. Εἰς τήν αἴτησιν ἀναφέρεται ὅτι οἱ δύο βουλευταί κατηγοροῦνται διά ἐξύβρισιν δημοσίων ὀργάνων κατά τήν διάρκειαν τῆς προεκλογικῆς περιόδου.: [409, 92, 623, 171]
- divider: [409, 1159, 623, 1160]
- headline-driver-pensions: ΕΜΠΑΙΓΜΟΝ ΑΠΟΤΕΛΟΥΝ ΑΙ ΠΕΝΙΧΡΑΙ ΑΥΞΗΣΕΙΣ ΤΩΝ ΣΥΝΤΑΞΕΩΝ ΤΩΝ ΑΥΤΟΚΙΝΗΤΙΣΤΩΝ: [411, 1324, 621, 1365]
- headline-security-forces: ΟΥΔΕΜΙΑΝ ΦΡΟΝΤΙΔΑ ΛΑΜΒΑΝΕΙ Η ΚΥΒΕΡΝΗΣΙΣ ΔΙΑ ΤΟΥΣ ΑΝΔΡΑΣ ΤΩΝ ΣΩΜΑΤΩΝ ΑΣΦΑΛΕΙΑΣ: [1206, 419, 1554, 453]
- column-rule: [401, 14, 402, 2310]
- headline-irene-tour: Η ΕΙΡΗΝΗ ΣΥΝΕΧΙΖΕΙ ΤΗΝ ΠΕΡΙΟΔΕΙΑΝ ΤΗΣ ΕΙΣ ΤΗΝ ΗΠΕΙΡΟΝ: [412, 1166, 620, 1193]
- headline-deck: Ἐξέπνευσε χωρίς νά συνέλθῃ ἀπό τό κῶμα: [1240, 174, 1521, 194]
- headline-komotini: Η ΣΟΡΟΣ ΜΕΤΕΦΕΡΘΗ ΕΙΣ ΤΗΝ ΚΟΜΟΤΗΝΗΝ: [1220, 220, 1541, 238]
- subhead-engineers: ΑΠΕΣΤΑΛΗΣΑΝ ΕΣΠΕΥΣΜΕΝΩΣ ΜΗΧΑΝΙΚΟΙ: [715, 308, 1120, 380]
- article-body: ΑΘΗΝΑΙ, 19. — Τό δημοψήφισμα τῶν φοιτητῶν θά διεξαχθῇ τήν προσεχῆ ἑβδομάδα εἰς ὅλας τάς σχολάς.: [409, 1622, 623, 1644]
- divider: [409, 712, 623, 713]
- headline-serres-slaughterhouses: ΚΙΝΔΥΝΟΝ ΔΙΑ ΤΗΝ ΥΓΕΙΑΝ ΤΩΝ ΠΟΛΙΤΩΝ ΑΠΟΤΕΛΟΥΝ ΤΑ ΣΦΑΓΕΙΑ ΤΩΝ ΣΕΡΡΩΝ: [67, 1454, 366, 1488]
- headline-health-committees: ΚΑΤΗΓΓΕΛΘΗΣΑΝ ΥΠΟ ΤΟΥ ΥΠΟΥΡΓΟΥ ΠΡΟΝΟΙΑΣ ΑΙ ΕΝ ΘΕΣΣΑΛΟΝΙΚΗ ΥΓΕΙΟΝΟΜΙΚΑΙ ΕΠΙΤΡΟΠΑΙ: [48, 1242, 384, 1293]
- article-body: ΠΥΡΓΟΣ, 19. — Ἐπεισοδιακή ὑπόθεσις ἀπησχόλησε τό πλημμελειοδικεῖον Πύργου. Διδάσκαλος κατηγορήθη ὑπό πατρός διότι δέν ἐνυμφεύθη τήν θυγατέρα του, μετά τήν ὁποίαν εἶχε συνάψει σχέσεις.: [409, 468, 623, 512]
- article-body: ΑΘΗΝΑΙ, 19. — Εἰς τόν πλοίαρχον, ὁ ὁποῖος ἐρωτήθη καί εἰς πέντε ἐκ τῶν ἑπτά διασωθέντων μελῶν τοῦ πληρώματος τοῦ φορτηγοῦ «Κάπταιν Τζώρτζ» ἀποδίδονται εὐθύναι, διά τήν ἀπώλειαν 18 συναδέλφων των, ἐκ τῆς ἀνεύθυνης ἐκτελέσεως τῶν καθηκόντων των εἰς τάς πρώτας στιγμάς τοῦ ναυαγίου, ὅταν τό σκάφος ἤρχισε νά βυθίζεται. Κατά τό πόρισμα τοῦ Λιμεναρχείου, ἡ ἀπώλεια ψυχραιμίας τοῦ πληρώματος ὑπῆρξε τό κύριον αἴτιον τῆς καταστροφῆς. Εἰς τό πόρισμα ἀναφέρεται ὅτι ὁ πλοίαρχος δέν ἔλαβε τά ἐνδεδειγμένα μέτρα διά τήν ἐγκαίρον καθαίρεσιν τῶν ναυαγοσωστικῶν λέμβων.: [39, 166, 393, 257]
- divider: [409, 1470, 623, 1471]
- lead-article-body: ΛΟΝΔΙΝΟΝ, 19. (Ρώυτερ). — Ὁ αἰφνίδιος θάνατος τοῦ Χιού Γκαίητσκελ, ἀρχηγοῦ τοῦ Ἐργατικοῦ κόμματος, ἐπροκάλεσε γενικόν πένθος εἰς τήν Ἀγγλίαν. Πρόβλημα ἀμέσως τίθεται ἤδη ὡς πρός τήν διαδοχήν του. Οἱ ὑποψήφιοι ἀρχηγοί εἶναι πέντε. ΟΙ ΥΠΟΨΗΦΙΟΙ ΑΡΧΗΓΟΙ: Ὁ Χάρολντ Οὐΐλσον θεωρεῖται ὁ ἐπικρατέστερος. ΕΙΣ ΤΗΝ ΒΟΥΛΗΝ: Ἡ Βουλή τῶν Κοινοτήτων ἐτίμησε τήν μνήμην του. ΠΕΝΘΟΣ ΕΝ ΑΓΓΛΙΑ: Αἱ σημαῖαι ἐκυμάτιζον μεσίστιοι. ΤΙ ΛΕΓΕΙ Ο ΟΥΙΛΣΟΝ: Ὁ κ. Οὐΐλσον ἐδήλωσεν ὅτι ἡ ἀπώλεια εἶναι ἀνεπανόρθωτος. Η «ΤΑΣ»: ΧΑΙΡΟΣ. ΜΟΣΧΑ, 19. (Ἀσ. Πρέσ). — Τό πρακτορεῖον Τάς μετέδωσε τήν εἴδησιν. ΚΡΟΥΣΤΣΕΦ: ΑΠΩΛΕΙΑ. ΛΟΝΔΙΝΟΝ, 19. (Ἀσ. Πρέσ). — Ὁ πρωθυπουργός Χρουστσέφ ἀπέστειλε συλλυπητήριον τηλεγράφημα.: [633, 1695, 1201, 1763]
- article-body: ΑΘΗΝΑΙ, 19. — Διά ἀποφάσεως τοῦ ὑπουργοῦ Ἐργασίας καθορίζεται ἡ ἑβδομαδιαία ἀνάπαυσις τοῦ προσωπικοῦ τῶν θεαμάτων καί κέντρων διασκεδάσεως.: [1194, 1770, 1567, 1791]
- headline-football-clubs: ΤΑ ΠΟΔΟΣΦΑΙΡΙΚΑ ΣΩΜΑΤΕΙΑ ΕΙΣ ΤΗΝ ΑΓΓΛΙΑΝ ΕΠΙΣΤΡΩΝΟΥΝ ΤΑ ΓΗΠΕΔΑ ΜΕ ΠΛΑΣΤΙΚΑΣ ΥΛΑΣ ΔΙΑ ΝΑ ΤΑ ΠΡΟΦΥΛΑΞΟΥΝ ΑΠΟ ΠΑΓΕΤΟΥΣ: [637, 1066, 1009, 1116]
- article-body: ΤΖΑΚΑΡΤΑ, 19. (Ἀσ. Πρέσ). — Ὁ πρόεδρος Σοεκάρνο συνεκάλεσε σύσκεψιν διά νά μελετήσῃ τόν τρόπον χρησιμοποιήσεως τῆς ἀμερικανικῆς βοηθείας.: [1384, 539, 1567, 584]
- article-kicker: Παρά τάς προσπαθείας τῶν ἰατρῶν: [1277, 16, 1484, 31]
- article-body: ΑΘΗΝΑΙ, 19. — Ὁ σύνδεσμος συνταξιούχων αὐτοκινητιστῶν διαμαρτύρεται διότι αἱ αὐξήσεις τῶν συντάξεων εἶναι πενιχραί καί ἀποτελοῦν ἐμπαιγμόν.: [409, 1370, 623, 1404]
- divider: [39, 612, 393, 613]
- headline-sukarno: Ο ΣΟΕΚΑΡΝΟ ΜΕΛΕΤΑ ΤΡΟΠΟΝ ΧΡΗΣΙΜΟΠΟΙΗΣΕΩΣ ΤΗΣ ΒΟΗΘΕΙΑΣ ΤΩΝ Η.Π.Α.: [1393, 491, 1558, 528]
- divider: [409, 264, 623, 265]
- headline-tebe-regulation: ΑΝΑΧΡΟΝΙΣΤΙΚΑΣ ΜΕΘΟΔΟΥΣ ΘΕΣΠΙΖΕΙ Ο ΕΓΚΡΙΘΕΙΣ ΚΑΝΟΝΙΣΜΟΣ ΤΟΥ Τ.Ε.Β.Ε.: [1230, 1325, 1531, 1360]
- divider: [39, 1014, 393, 1015]
- banner-kicker: Ὡς διεπιστώθη ὑπό τῶν ἁρμοδίων: [743, 16, 1091, 44]
- divider: [1194, 414, 1567, 415]
- divider: [633, 302, 1201, 303]
- divider: [39, 1236, 393, 1237]
- article-body: ΑΘΗΝΑΙ, 19. — Ρουμανική ἀντιπροσωπεία εὑρισκομένη ἐν Ἀθήναις ὑπέβαλε προτάσεις διά τήν ἀνάπτυξιν τῶν ἐμπορικῶν συναλλαγῶν μεταξύ τῶν δύο χωρῶν.: [409, 915, 623, 959]
- article-kicker: Κατά τό πόρισμα τοῦ Λιμεναρχείου: [114, 16, 319, 31]
